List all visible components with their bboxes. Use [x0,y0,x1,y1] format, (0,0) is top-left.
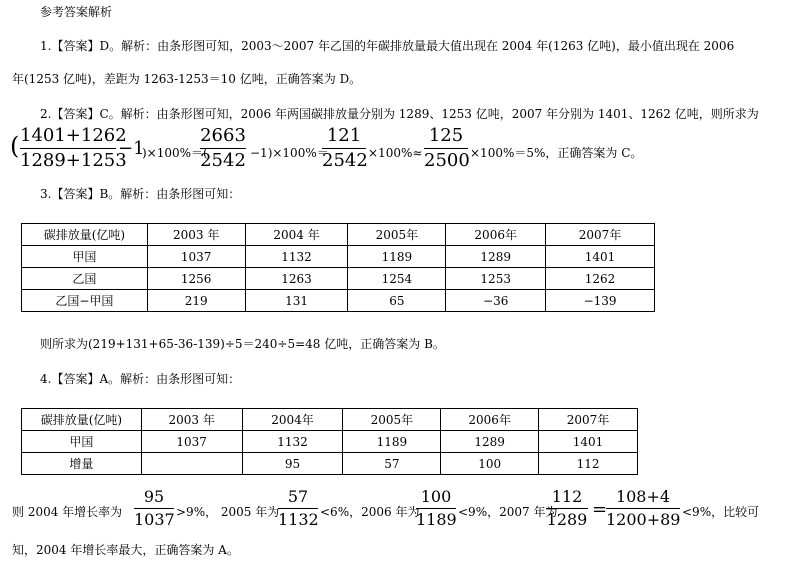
fraction-bar [424,148,468,149]
q4-fraction-1-numerator: 95 [143,487,165,506]
q4-fraction-1 [134,488,174,529]
q2-fraction-4-numerator: 125 [428,125,464,146]
table-cell: 1263 [245,268,348,290]
table-header-cell: 2006年 [441,409,539,431]
q4-line1: 4.【答案】A。解析：由条形图可知： [40,372,241,386]
q3-line1: 3.【答案】B。解析：由条形图可知： [40,187,241,201]
q2-fraction-3-denominator: 2542 [322,150,368,171]
q4-text-2: >9%， 2005 年为 [176,505,280,519]
table-cell: 65 [348,290,446,312]
q4-text-1: 则 2004 年增长率为 [12,505,123,519]
q3-table [21,223,655,312]
table-row [22,431,638,453]
q2-fraction-1-denominator: 1289+1253 [20,150,127,171]
table-cell: 增量 [22,453,142,475]
fraction-bar [546,508,588,509]
table-cell: 95 [242,453,343,475]
fraction-bar [20,148,116,149]
table-cell: 1401 [546,246,655,268]
table-cell: 1189 [343,431,441,453]
q4-fraction-5-numerator: 108+4 [615,487,671,506]
table-cell: −36 [446,290,546,312]
table-header-cell: 2003 年 [141,409,242,431]
page-heading: 参考答案解析 [40,5,113,19]
q4-fraction-4-numerator: 112 [551,487,583,506]
table-header-cell: 2004 年 [245,224,348,246]
table-cell: 1132 [242,431,343,453]
q4-fraction-2-numerator: 57 [287,487,309,506]
q4-table [21,408,638,475]
table-cell: 112 [539,453,638,475]
q4-fraction-2-denominator: 1132 [278,510,319,529]
q4-text-4: <9%，2007 年为 [458,505,558,519]
q1-line2: 年(1253 亿吨)，差距为 1263-1253＝10 亿吨，正确答案为 D。 [12,72,362,86]
q1-line1: 1.【答案】D。解析：由条形图可知，2003～2007 年乙国的年碳排放量最大值出现在 2004 年(1263 亿吨)，最小值出现在 2006 [40,39,735,53]
q4-fraction-3 [416,488,456,529]
q2-tail: ×100%＝5%，正确答案为 C。 [470,146,643,160]
q4-equals: = [592,499,608,520]
q2-line1: 2.【答案】C。解析：由条形图可知，2006 年两国碳排放量分别为 1289、1253 亿吨，2007 年分别为 1401、1262 亿吨，则所求为 [40,107,759,121]
q2-fraction-4 [424,126,468,171]
table-cell: −139 [546,290,655,312]
table-row [22,268,655,290]
q4-fraction-3-denominator: 1189 [416,510,457,529]
q4-fraction-4 [546,488,588,529]
fraction-bar [416,508,456,509]
fraction-bar [200,148,246,149]
table-cell: 1401 [539,431,638,453]
table-cell: 100 [441,453,539,475]
q2-minus-one: −1 [118,138,145,159]
table-header-row [22,224,655,246]
q4-text-5: <9%，比较可 [682,505,760,519]
fraction-bar [278,508,318,509]
q4-fraction-5 [606,488,680,529]
q2-mid-3: ×100%≈ [368,146,423,160]
q4-fraction-5-denominator: 1200+89 [606,510,681,529]
table-cell: 甲国 [22,431,142,453]
table-cell: 1189 [348,246,446,268]
table-cell: 甲国 [22,246,148,268]
q4-fraction-1-denominator: 1037 [134,510,175,529]
table-row [22,453,638,475]
q4-fraction-3-numerator: 100 [420,487,452,506]
q3-after: 则所求为(219+131+65-36-139)÷5＝240÷5=48 亿吨，正确答案为 B。 [40,337,445,351]
table-header-cell: 2004年 [242,409,343,431]
table-cell: 1132 [245,246,348,268]
table-header-cell: 2007年 [539,409,638,431]
q2-fraction-1-numerator: 1401+1262 [20,125,127,146]
q2-fraction-4-denominator: 2500 [424,150,470,171]
table-cell: 1289 [446,246,546,268]
table-header-cell: 2006年 [446,224,546,246]
table-cell: 1254 [348,268,446,290]
q2-mid-2: −1)×100%＝ [250,146,329,160]
q4-last-line: 知，2004 年增长率最大，正确答案为 A。 [12,543,239,557]
table-cell: 1256 [147,268,245,290]
q4-fraction-2 [278,488,318,529]
q2-fraction-2-numerator: 2663 [200,125,246,146]
q2-fraction-2 [200,126,246,171]
fraction-bar [134,508,174,509]
table-header-row [22,409,638,431]
table-cell: 1037 [147,246,245,268]
q2-fraction-3-numerator: 121 [326,125,362,146]
table-header-cell: 2003 年 [147,224,245,246]
table-cell: 219 [147,290,245,312]
table-cell: 乙国−甲国 [22,290,148,312]
table-row [22,246,655,268]
table-cell: 57 [343,453,441,475]
table-cell: 1253 [446,268,546,290]
table-header-cell: 碳排放量(亿吨) [22,409,142,431]
table-row [22,290,655,312]
table-header-cell: 碳排放量(亿吨) [22,224,148,246]
table-cell: 1037 [141,431,242,453]
fraction-bar [322,148,366,149]
table-cell: 1289 [441,431,539,453]
q2-fraction-2-denominator: 2542 [200,150,246,171]
q2-fraction-3 [322,126,366,171]
q2-open-paren: ( [10,132,20,160]
table-cell: 131 [245,290,348,312]
q4-text-3: <6%，2006 年为 [320,505,420,519]
fraction-bar [606,508,680,509]
table-header-cell: 2007年 [546,224,655,246]
table-cell: 1262 [546,268,655,290]
table-header-cell: 2005年 [348,224,446,246]
q4-fraction-4-denominator: 1289 [546,510,588,529]
table-header-cell: 2005年 [343,409,441,431]
table-cell: 乙国 [22,268,148,290]
table-cell [141,453,242,475]
q2-mid-1: )×100%＝( [142,146,208,160]
q2-fraction-1 [20,125,127,171]
